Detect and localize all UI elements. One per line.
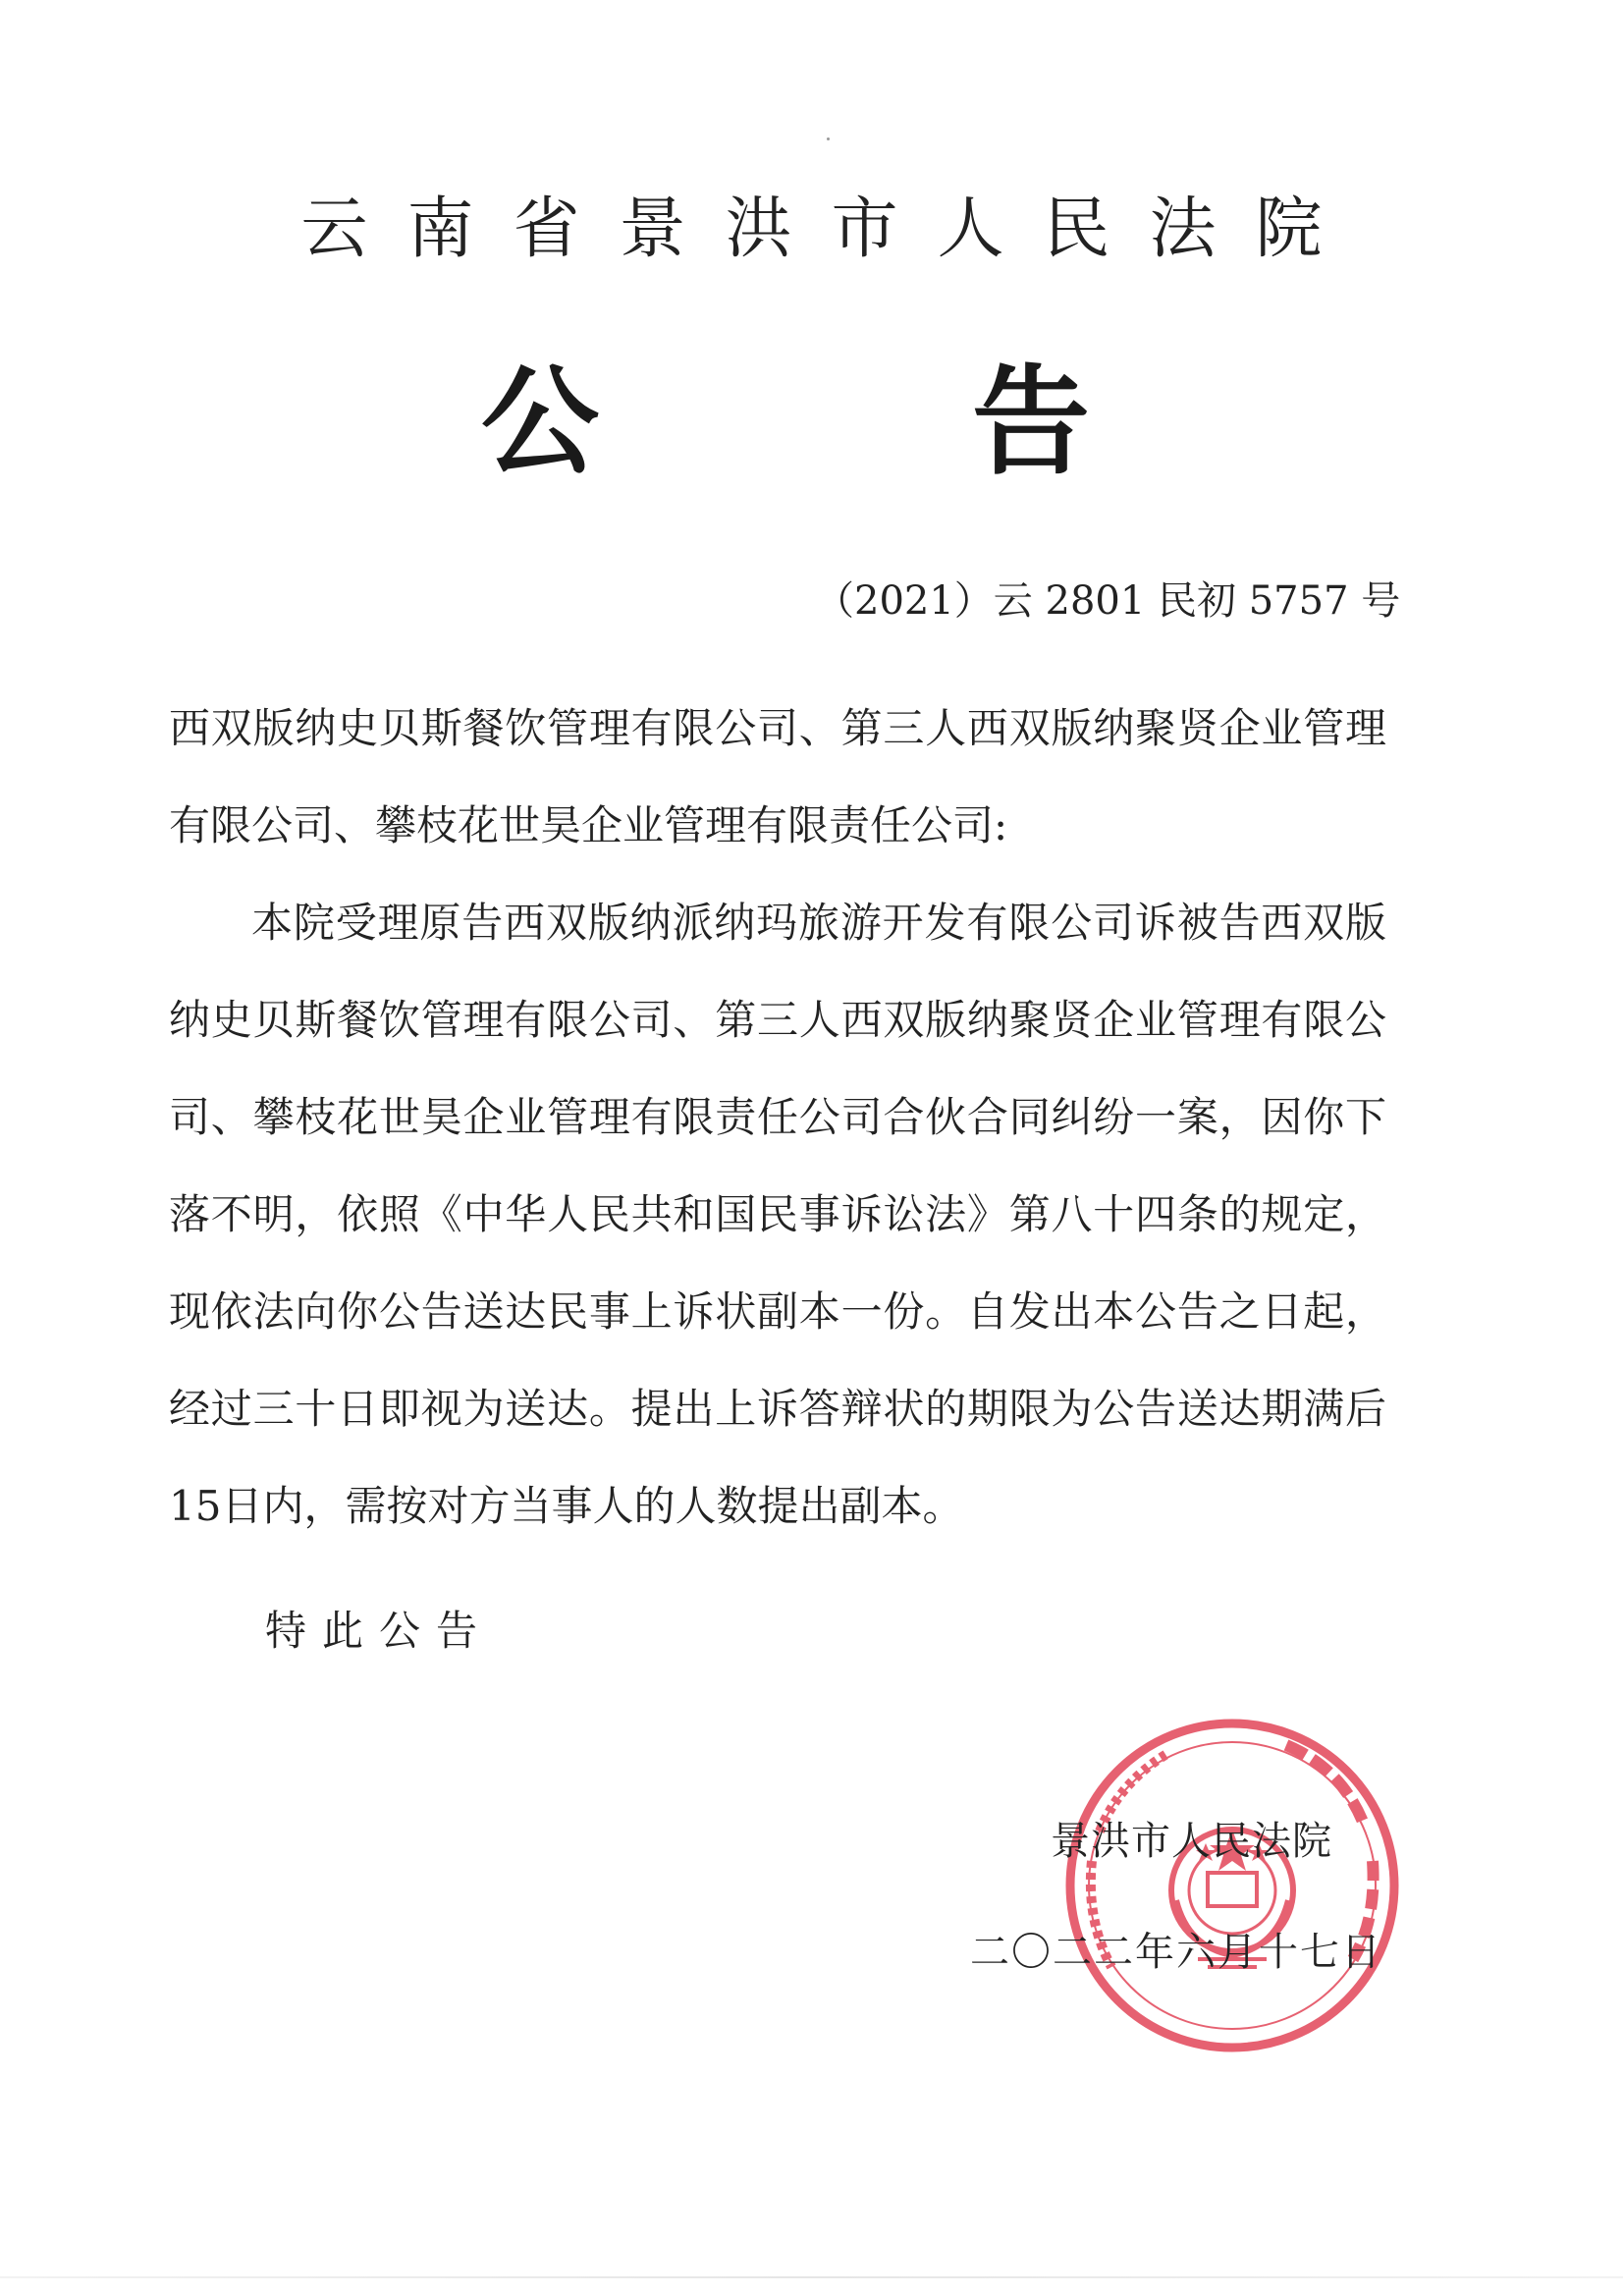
court-seal-stamp <box>1060 1714 1404 2057</box>
scan-speck <box>827 137 830 140</box>
scan-bottom-edge <box>0 2276 1623 2278</box>
closing-phrase: 特此公告 <box>265 1607 494 1655</box>
signature-date: 二〇二二年六月十七日 <box>970 1930 1382 1975</box>
notice-title-char-2: 告 <box>972 353 1090 491</box>
court-name-heading: 云南省景洪市人民法院 <box>300 191 1362 268</box>
content-paragraph: 本院受理原告西双版纳派纳玛旅游开发有限公司诉被告西双版纳史贝斯餐饮管理有限公司、第三人西双版纳聚贤企业管理有限公司、攀枝花世昊企业管理有限责任公司合伙合同纠纷一案，因你下落不明，依照《中华人民共和国民事诉讼法》第八十四条的规定，现依法向你公告送达民事上诉状副本一份。自发出本公告之日起，经过三十日即视为送达。提出上诉答辩状的期限为公告送达期满后15日内，需按对方当事人的人数提出副本。 <box>169 899 1386 1530</box>
addressee-paragraph: 西双版纳史贝斯餐饮管理有限公司、第三人西双版纳聚贤企业管理有限公司、攀枝花世昊企业管理有限责任公司: <box>169 704 1386 849</box>
notice-title-char-1: 公 <box>481 353 599 491</box>
seal-outer-ring <box>1070 1723 1394 2048</box>
case-number: （2021）云 2801 民初 5757 号 <box>815 578 1401 624</box>
notice-body <box>169 680 1386 1555</box>
signature-court-name: 景洪市人民法院 <box>1051 1819 1332 1864</box>
notice-title <box>481 353 1090 491</box>
